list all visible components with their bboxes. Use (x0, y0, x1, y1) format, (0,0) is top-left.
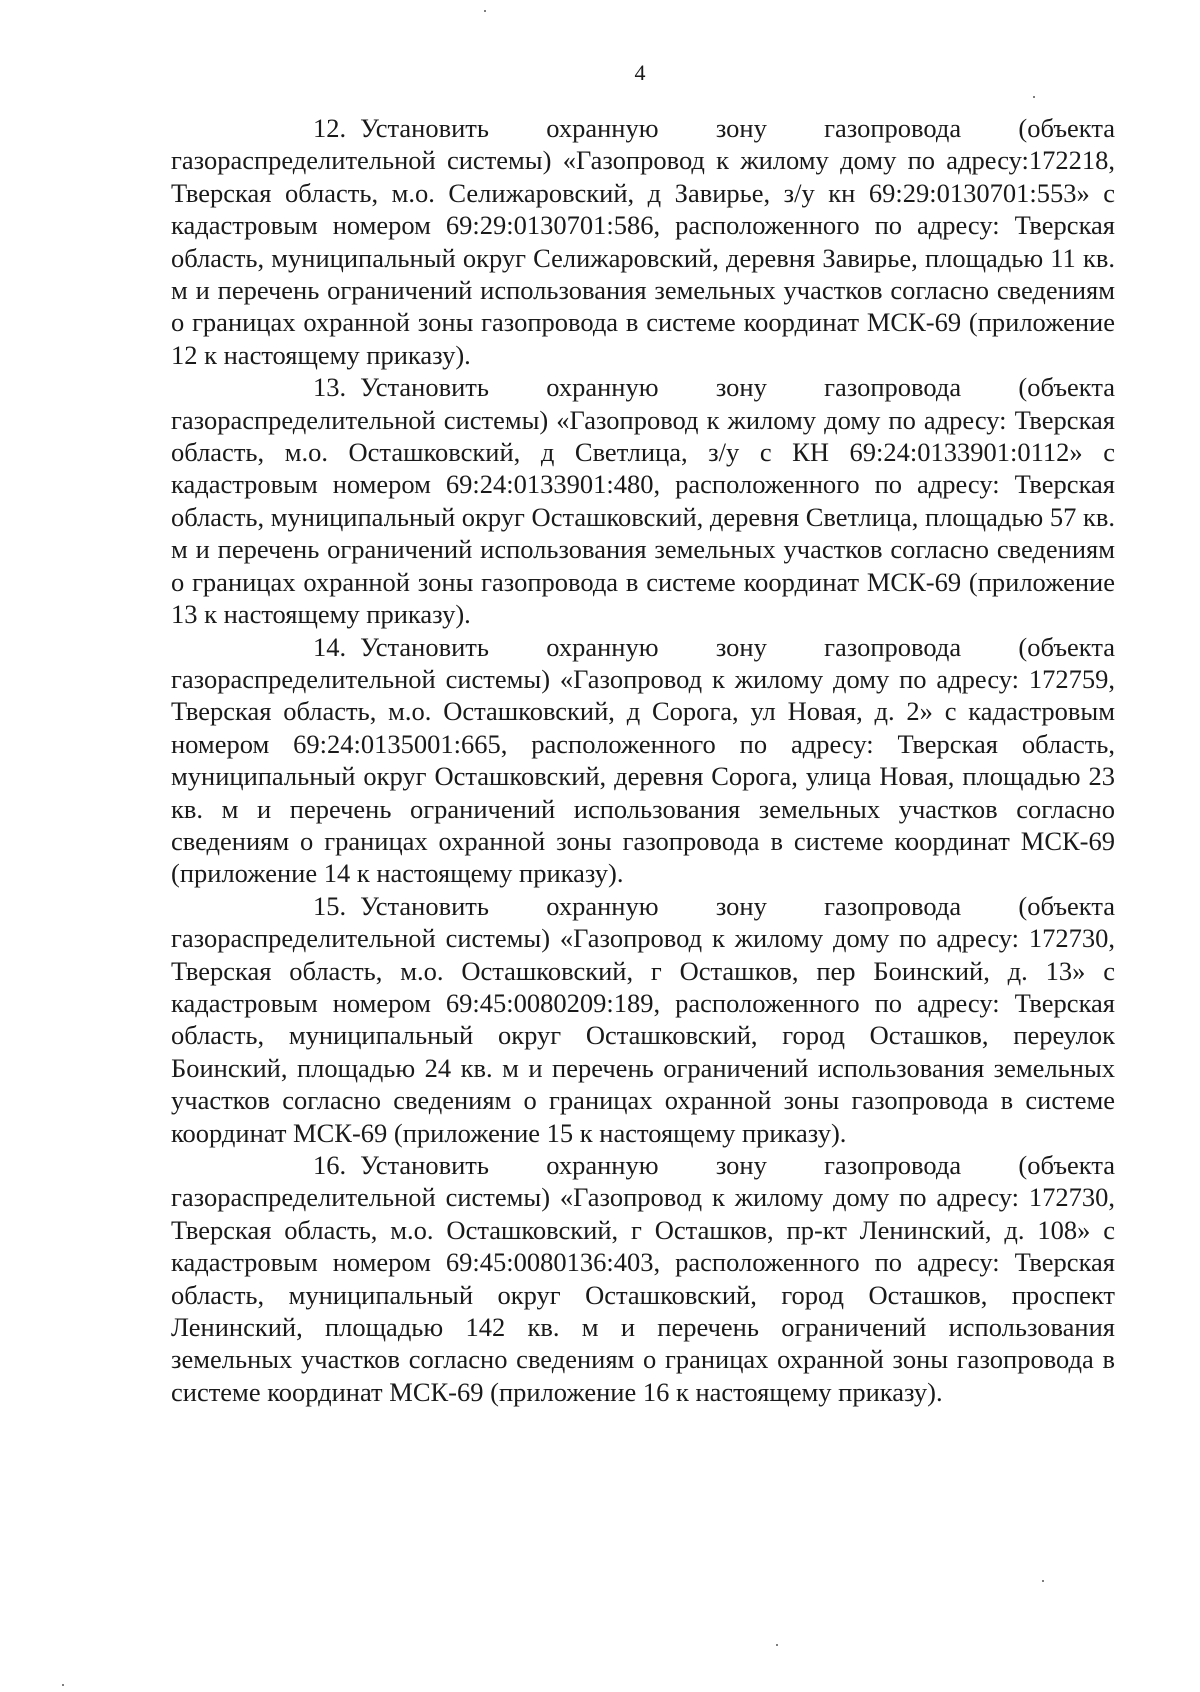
scan-speck (776, 1644, 778, 1646)
scan-speck (1033, 96, 1035, 98)
paragraph-number: 13. (313, 372, 347, 403)
paragraph-text: Установить охранную зону газопровода (объекта газораспределительной системы) «Газопровод к жилому дому по адресу: Тверская область, м.о. Осташковский, д Светлица, з/у с КН 69:24:0133901:0112» с кадастровым номером 69:24:0133901:480, расположенного по адресу: Тверская область, муниципальный округ Осташковский, деревня Светлица, площадью 57 кв. м и перечень ограничений использования земельных участков согласно сведениям о границах охранной зоны газопровода в системе координат МСК-69 (приложение 13 к настоящему приказу). (171, 372, 1115, 630)
paragraph-text: Установить охранную зону газопровода (объекта газораспределительной системы) «Газопровод к жилому дому по адресу:172218, Тверская область, м.о. Селижаровский, д Завирье, з/у кн 69:29:0130701:553» с кадастровым номером 69:29:0130701:586, расположенного по адресу: Тверская область, муниципальный округ Селижаровский, деревня Завирье, площадью 11 кв. м и перечень ограничений использования земельных участков согласно сведениям о границах охранной зоны газопровода в системе координат МСК-69 (приложение 12 к настоящему приказу). (171, 113, 1115, 370)
paragraph-text: Установить охранную зону газопровода (объекта газораспределительной системы) «Газопровод к жилому дому по адресу: 172759, Тверская область, м.о. Осташковский, д Сорога, ул Новая, д. 2» с кадастровым номером 69:24:0135001:665, расположенного по адресу: Тверская область, муниципальный округ Осташковский, деревня Сорога, улица Новая, площадью 23 кв. м и перечень ограничений использования земельных участков согласно сведениям о границах охранной зоны газопровода в системе координат МСК-69 (приложение 14 к настоящему приказу). (171, 631, 1115, 889)
scan-speck (1042, 1580, 1044, 1582)
page-number: 4 (634, 60, 646, 85)
paragraph-14 (171, 631, 1115, 890)
paragraph-number: 14. (313, 631, 347, 662)
paragraph-15 (171, 890, 1115, 1149)
paragraph-number: 15. (313, 890, 347, 921)
scan-speck (62, 1684, 64, 1686)
paragraph-12 (171, 112, 1115, 371)
paragraph-16 (171, 1149, 1115, 1408)
paragraph-text: Установить охранную зону газопровода (объекта газораспределительной системы) «Газопровод к жилому дому по адресу: 172730, Тверская область, м.о. Осташковский, г Осташков, пер Боинский, д. 13» с кадастровым номером 69:45:0080209:189, расположенного по адресу: Тверская область, муниципальный округ Осташковский, город Осташков, переулок Боинский, площадью 24 кв. м и перечень ограничений использования земельных участков согласно сведениям о границах охранной зоны газопровода в системе координат МСК-69 (приложение 15 к настоящему приказу). (171, 890, 1115, 1148)
paragraph-number: 12. (313, 113, 347, 143)
paragraph-number: 16. (313, 1150, 347, 1180)
scan-speck (484, 10, 486, 12)
paragraph-text: Установить охранную зону газопровода (объекта газораспределительной системы) «Газопровод к жилому дому по адресу: 172730, Тверская область, м.о. Осташковский, г Осташков, пр-кт Ленинский, д. 108» с кадастровым номером 69:45:0080136:403, расположенного по адресу: Тверская область, муниципальный округ Осташковский, город Осташков, проспект Ленинский, площадью 142 кв. м и перечень ограничений использования земельных участков согласно сведениям о границах охранной зоны газопровода в системе координат МСК-69 (приложение 16 к настоящему приказу). (171, 1150, 1115, 1407)
paragraph-13 (171, 371, 1115, 630)
document-body (171, 112, 1115, 1408)
